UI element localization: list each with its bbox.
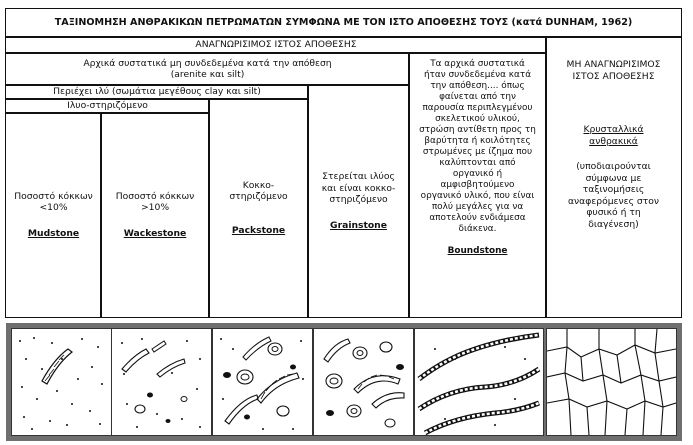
not-bound-header	[5, 52, 410, 86]
wackestone-sketch	[112, 329, 211, 435]
mudstone-illustration	[11, 328, 112, 436]
wackestone-cell	[100, 112, 210, 318]
not-bound-header-line2: (arenite και silt)	[170, 69, 245, 80]
grainstone-description: Στερείται ιλύος και είναι κοκκο-στηριζόμενο	[321, 171, 396, 205]
wackestone-illustration	[111, 328, 212, 436]
mudstone-description: Ποσοστό κόκκων <10%	[14, 190, 93, 214]
boundstone-description: Τα αρχικά συστατικά ήταν συνδεδεμένα κατά την απόθεση.... όπως φαίνεται από την παρουσία περιπλεγμένου σκελετικού υλικού, στρώση αντίθετη προς τη βαρύτητα ή κοιλότητες στρωμένες με ίζημα που καλύπτονται από οργανικό ή αμφισβητούμενο οργανικό υλικό, που είναι πολύ μεγάλες για να αποτελούν ενδιάμεσα διάκενα.	[419, 59, 536, 235]
recognizable-texture-header: ΑΝΑΓΝΩΡΙΣΙΜΟΣ ΙΣΤΟΣ ΑΠΟΘΕΣΗΣ	[5, 36, 547, 54]
boundstone-illustration	[414, 328, 544, 436]
boundstone-name: Boundstone	[447, 245, 508, 256]
wackestone-description: Ποσοστό κόκκων >10%	[115, 190, 195, 214]
crystalline-sketch	[547, 329, 676, 435]
wackestone-name: Wackestone	[123, 227, 187, 239]
packstone-cell	[208, 98, 309, 318]
packstone-illustration	[212, 328, 313, 436]
grainstone-sketch	[314, 329, 413, 435]
packstone-description: Κοκκο-στηριζόμενο	[229, 179, 288, 203]
mudstone-sketch	[12, 329, 111, 435]
mud-supported-header: Ιλυο-στηριζόμενο	[5, 98, 210, 114]
packstone-sketch	[213, 329, 312, 435]
mudstone-cell	[5, 112, 102, 318]
grainstone-name: Grainstone	[330, 219, 387, 231]
crystalline-illustration	[546, 328, 677, 436]
grainstone-illustration	[313, 328, 414, 436]
unrecognizable-texture-header: ΜΗ ΑΝΑΓΝΩΡΙΣΙΜΟΣ ΙΣΤΟΣ ΑΠΟΘΕΣΗΣ	[566, 59, 661, 82]
crystalline-name: Κρυσταλλικά ανθρακικά	[583, 124, 644, 147]
boundstone-sketch	[415, 329, 543, 435]
crystalline-note: (υποδιαιρούνται σύμφωνα με ταξινομήσεις αναφερόμενες στον φυσικό ή τη διαγένεση)	[567, 161, 660, 230]
unrecognizable-cell	[545, 36, 682, 318]
contains-mud-header: Περιέχει ιλύ (σωμάτια μεγέθους clay και silt)	[5, 84, 309, 100]
packstone-name: Packstone	[231, 224, 286, 236]
texture-illustration-strip	[6, 323, 682, 441]
mudstone-name: Mudstone	[27, 227, 80, 239]
table-title: ΤΑΞΙΝΟΜΗΣΗ ΑΝΘΡΑΚΙΚΩΝ ΠΕΤΡΩΜΑΤΩΝ ΣΥΜΦΩΝΑ ΜΕ ΤΟΝ ΙΣΤΟ ΑΠΟΘΕΣΗΣ ΤΟΥΣ (κατά DUNHAM, 1962)	[5, 8, 682, 38]
not-bound-header-line1: Αρχικά συστατικά μη συνδεδεμένα κατά την απόθεση	[83, 57, 332, 69]
grainstone-cell	[307, 84, 410, 318]
boundstone-cell	[408, 52, 547, 318]
